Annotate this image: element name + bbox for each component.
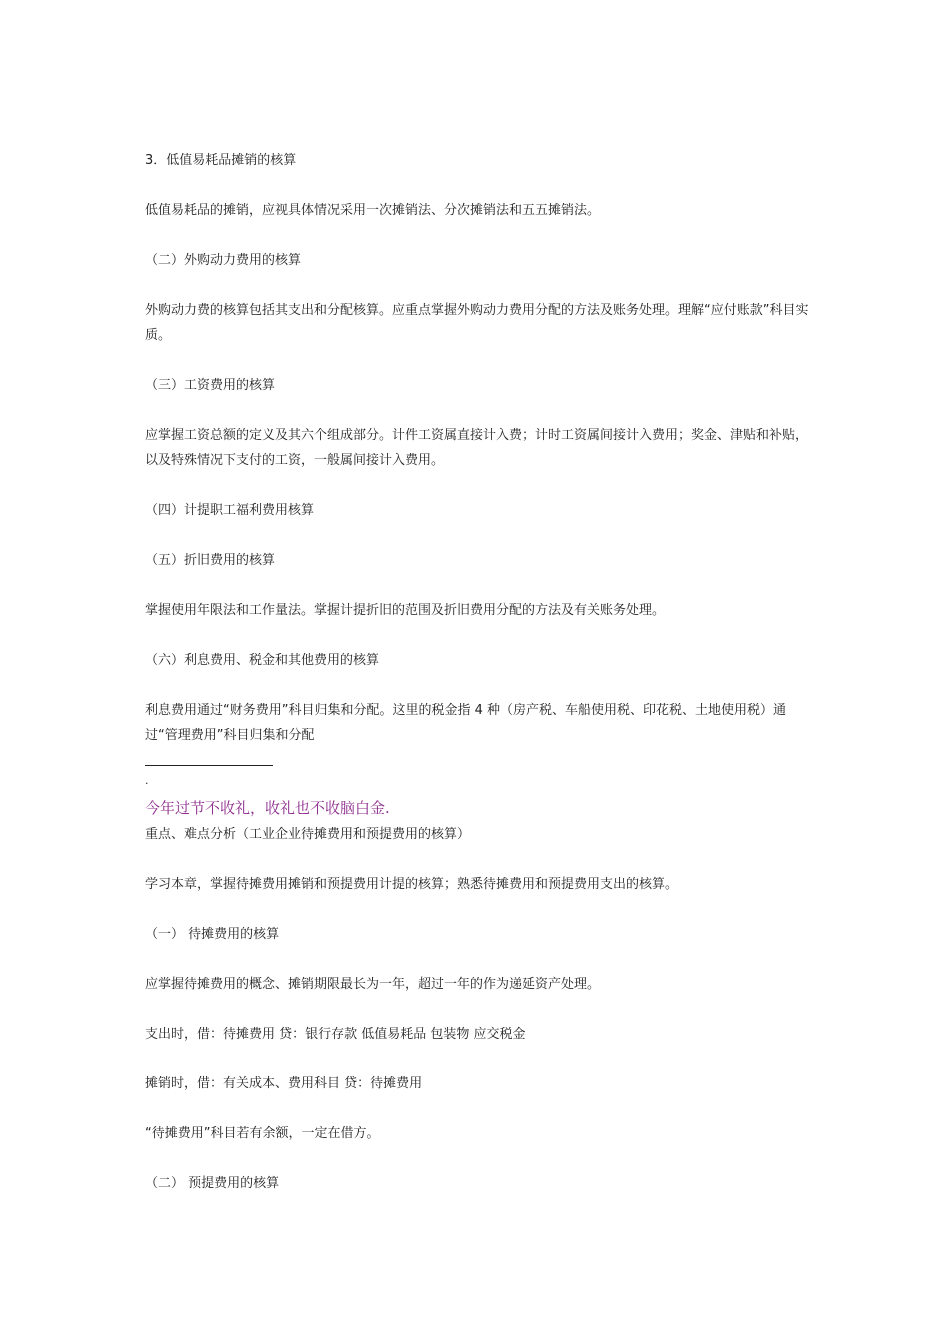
body-paragraph: 利息费用通过“财务费用”科目归集和分配。这里的税金指 4 种（房产税、车船使用税、印花税、土地使用税）通过“管理费用”科目归集和分配 xyxy=(145,703,787,743)
section-heading-3b: （三）工资费用的核算 xyxy=(145,378,276,393)
journal-entry-payment: 支出时，借：待摊费用 贷：银行存款 低值易耗品 包装物 应交税金 xyxy=(145,1027,526,1042)
body-paragraph: 掌握使用年限法和工作量法。掌握计提折旧的范围及折旧费用分配的方法及有关账务处理。 xyxy=(145,603,666,618)
analysis-heading: 重点、难点分析（工业企业待摊费用和预提费用的核算） xyxy=(145,827,471,842)
section-heading-5: （五）折旧费用的核算 xyxy=(145,553,276,568)
body-paragraph: 应掌握工资总额的定义及其六个组成部分。计件工资属直接计入费；计时工资属间接计入费用；奖金、津贴和补贴，以及特殊情况下支付的工资，一般属间接计入费用。 xyxy=(145,428,809,468)
footnote-mark: . xyxy=(145,774,149,787)
promo-slogan: 今年过节不收礼，收礼也不收脑白金. xyxy=(145,799,390,817)
journal-entry-amortization: 摊销时，借：有关成本、费用科目 贷：待摊费用 xyxy=(145,1076,423,1091)
body-paragraph: 外购动力费的核算包括其支出和分配核算。应重点掌握外购动力费用分配的方法及账务处理。理解“应付账款”科目实质。 xyxy=(145,303,809,343)
body-paragraph: “待摊费用”科目若有余额，一定在借方。 xyxy=(145,1126,380,1141)
body-paragraph: 低值易耗品的摊销，应视具体情况采用一次摊销法、分次摊销法和五五摊销法。 xyxy=(145,203,601,218)
section-heading-6: （六）利息费用、税金和其他费用的核算 xyxy=(145,653,380,668)
section-heading-2: （二）外购动力费用的核算 xyxy=(145,253,302,268)
footnote-rule xyxy=(145,765,273,766)
body-paragraph: 应掌握待摊费用的概念、摊销期限最长为一年，超过一年的作为递延资产处理。 xyxy=(145,977,601,992)
subsection-heading-1: （一） 待摊费用的核算 xyxy=(145,927,280,942)
section-heading-4: （四）计提职工福利费用核算 xyxy=(145,503,315,518)
subsection-heading-2: （二） 预提费用的核算 xyxy=(145,1176,280,1191)
section-heading-3: 3．低值易耗品摊销的核算 xyxy=(145,153,297,168)
body-paragraph: 学习本章，掌握待摊费用摊销和预提费用计提的核算；熟悉待摊费用和预提费用支出的核算。 xyxy=(145,877,679,892)
